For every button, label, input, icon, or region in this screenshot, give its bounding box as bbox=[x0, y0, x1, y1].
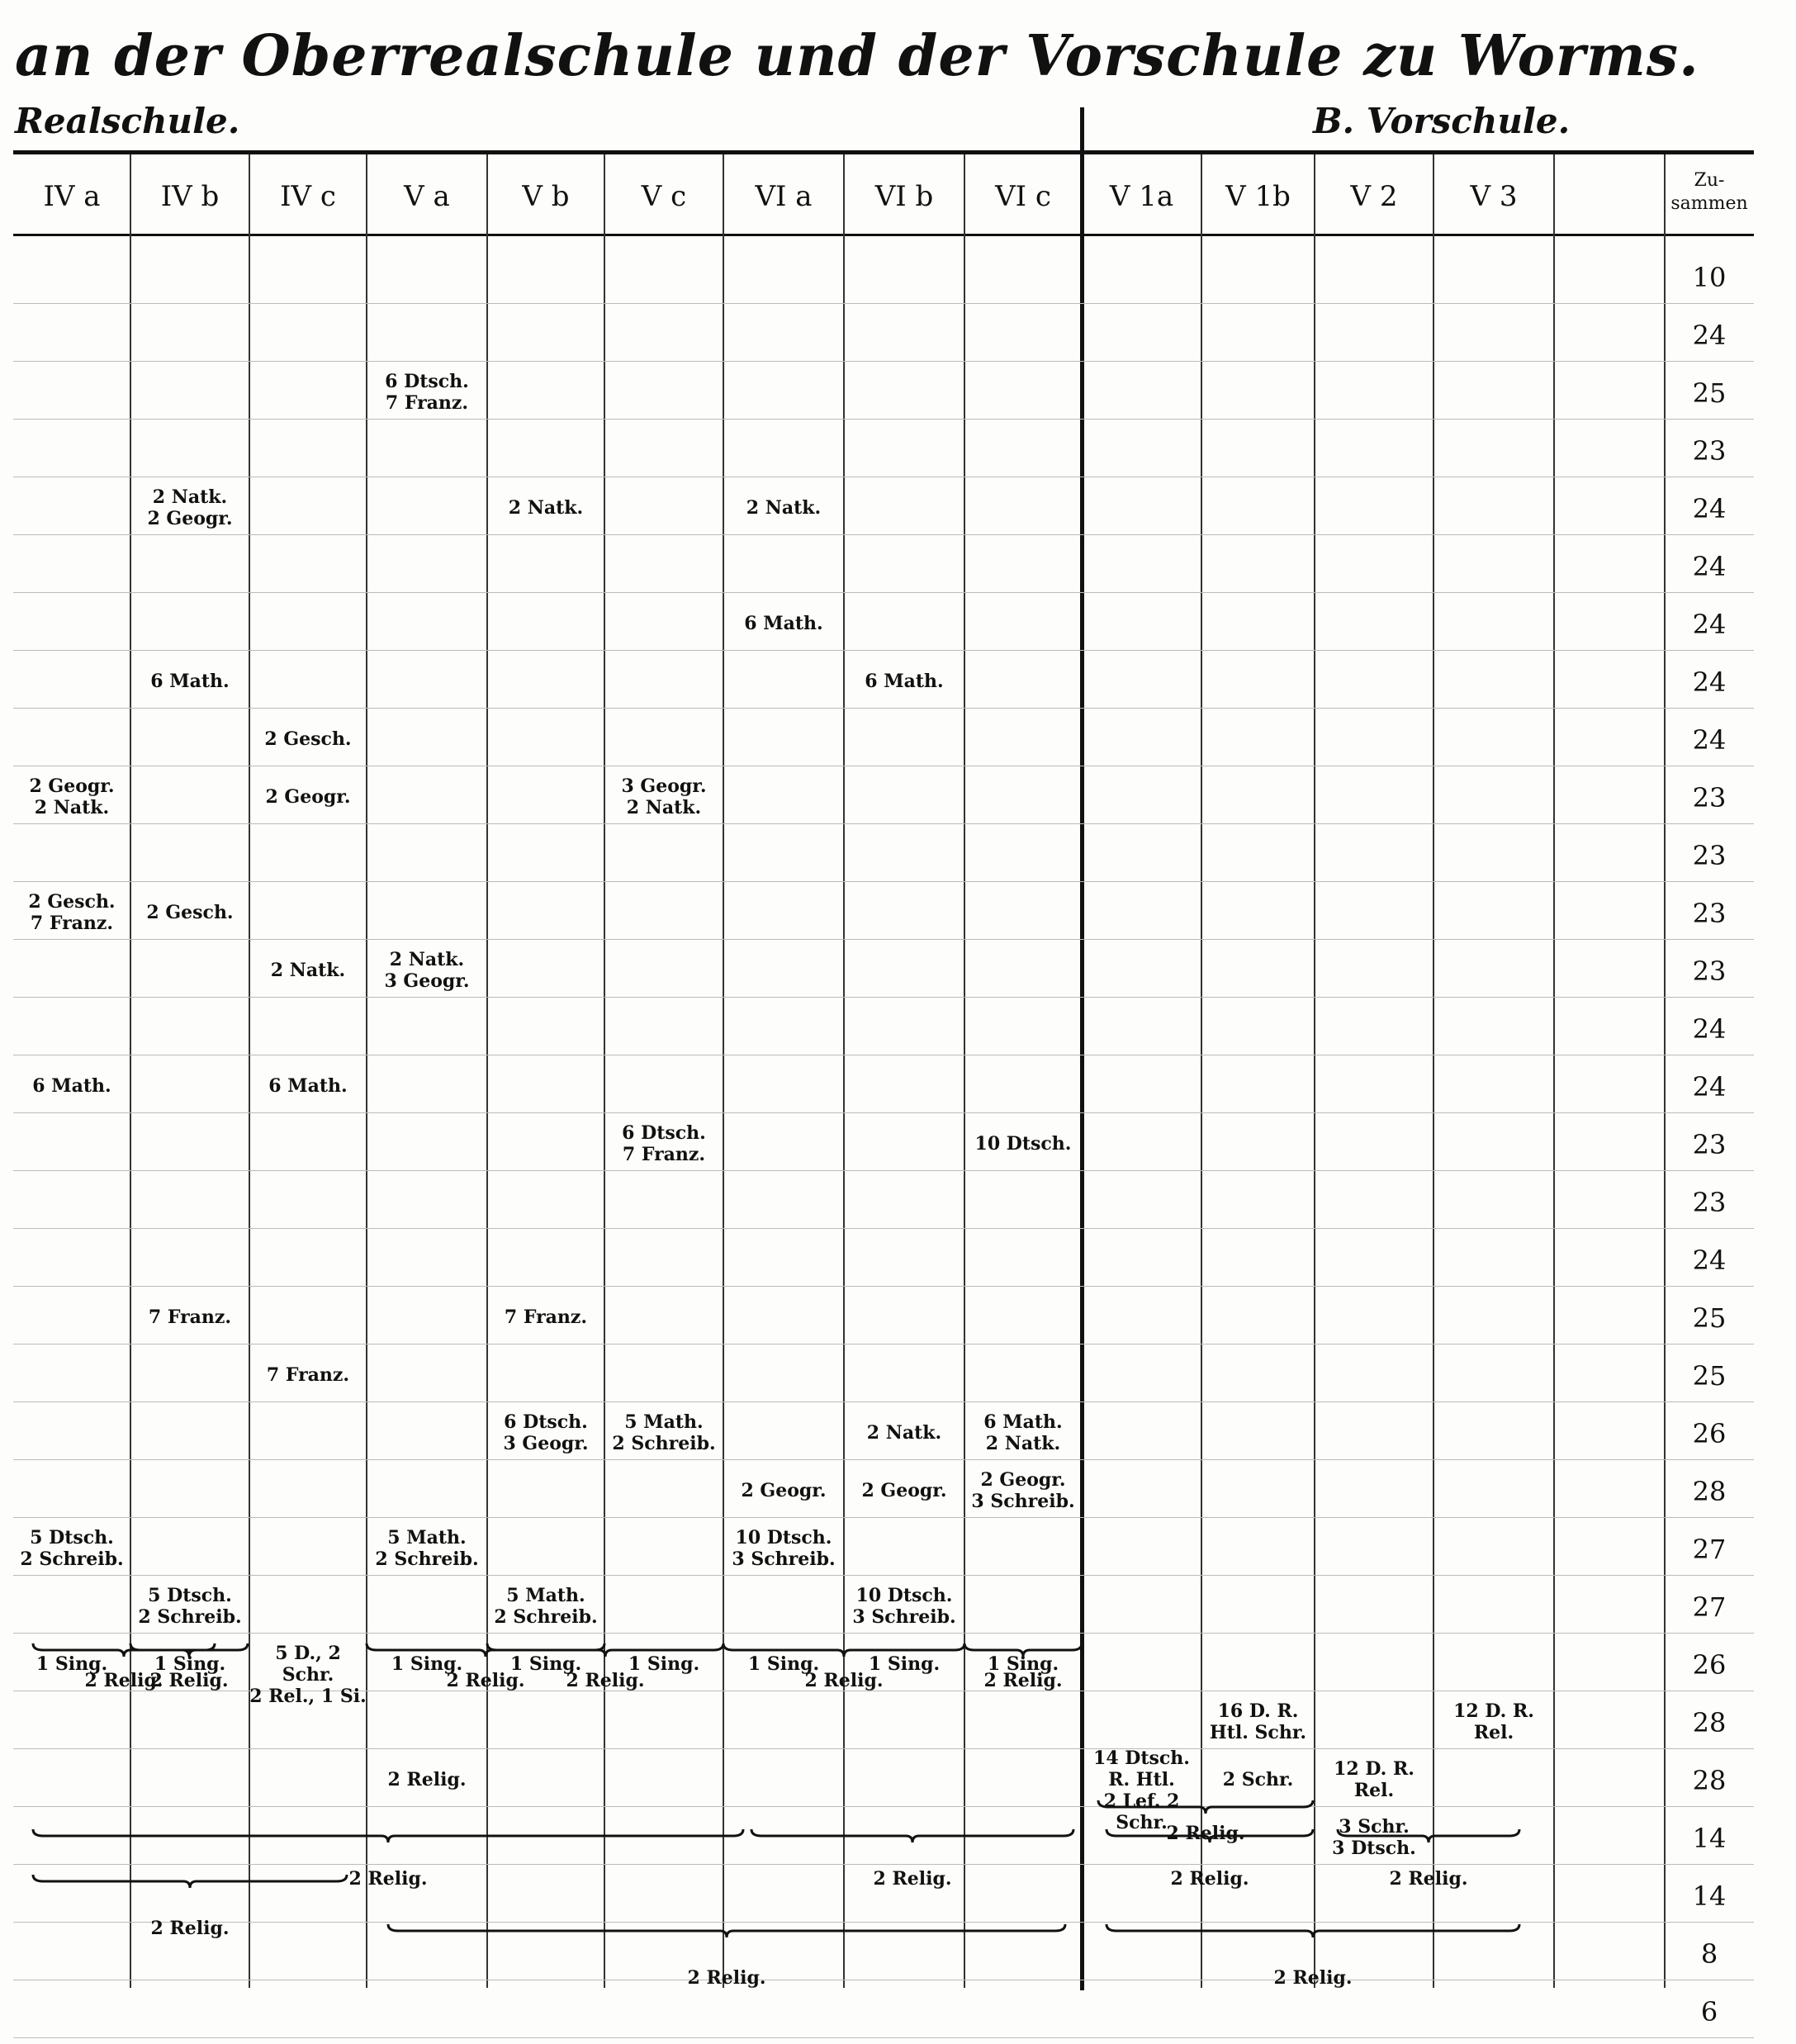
lesson-cell: 6 Math. bbox=[865, 671, 944, 692]
lesson-cell: 10 Dtsch. bbox=[974, 1133, 1072, 1155]
lesson-cell: 2 Natk. bbox=[866, 1422, 942, 1444]
row-total: 23 bbox=[1692, 435, 1727, 467]
lesson-cell: 1 Sing. bbox=[391, 1653, 463, 1675]
lesson-cell: 2 Natk. bbox=[270, 960, 346, 981]
brace-label: 2 Relig. bbox=[1170, 1868, 1249, 1890]
page-title: an der Oberrealschule und der Vorschule zu Worms. bbox=[15, 23, 1699, 89]
lesson-cell: 2 Relig. bbox=[387, 1769, 467, 1790]
row-total: 23 bbox=[1692, 1187, 1727, 1218]
row-total: 28 bbox=[1692, 1476, 1727, 1507]
brace-label: 2 Relig. bbox=[348, 1868, 428, 1890]
brace bbox=[964, 1643, 1082, 1657]
column-header: IV a bbox=[43, 180, 101, 213]
lesson-cell: 2 Natk. bbox=[746, 497, 822, 519]
lesson-cell: 2 Gesch. bbox=[146, 902, 234, 923]
row-total: 24 bbox=[1692, 1071, 1727, 1103]
lesson-cell: 1 Sing. bbox=[628, 1653, 700, 1675]
row-total: 14 bbox=[1692, 1823, 1727, 1854]
lesson-cell: 6 Math. 2 Natk. bbox=[983, 1411, 1063, 1454]
lesson-cell: 2 Gesch. 7 Franz. bbox=[28, 891, 116, 934]
row-total: 23 bbox=[1692, 840, 1727, 871]
row-total: 25 bbox=[1692, 377, 1727, 409]
lesson-cell: 1 Sing. bbox=[36, 1653, 108, 1675]
row-total: 25 bbox=[1692, 1302, 1727, 1334]
lesson-cell: 1 Sing. bbox=[987, 1653, 1059, 1675]
section-vorschule: B. Vorschule. bbox=[1313, 101, 1571, 141]
lesson-cell: 6 Dtsch. 3 Geogr. bbox=[503, 1411, 589, 1454]
brace-label: 2 Relig. bbox=[873, 1868, 952, 1890]
row-total: 24 bbox=[1692, 551, 1727, 582]
brace bbox=[1338, 1829, 1519, 1842]
row-total: 10 bbox=[1692, 262, 1727, 293]
lesson-cell: 6 Math. bbox=[268, 1075, 348, 1097]
lesson-cell: 6 Math. bbox=[32, 1075, 111, 1097]
row-total: 6 bbox=[1700, 1996, 1718, 2027]
lesson-cell: 5 Math. 2 Schreib. bbox=[375, 1527, 479, 1570]
column-header: IV c bbox=[280, 180, 336, 213]
row-total: 23 bbox=[1692, 1129, 1727, 1160]
lesson-cell: 2 Natk. bbox=[508, 497, 584, 519]
row-total: 27 bbox=[1692, 1591, 1727, 1623]
lesson-cell: 10 Dtsch. 3 Schreib. bbox=[732, 1527, 836, 1570]
column-header: V b bbox=[522, 180, 570, 213]
lesson-cell: 14 Dtsch. R. Htl. 2 Lef. 2 Schr. bbox=[1093, 1748, 1190, 1833]
row-total: 24 bbox=[1692, 320, 1727, 351]
column-header: V 3 bbox=[1470, 180, 1518, 213]
column-header: V 1b bbox=[1225, 180, 1291, 213]
lesson-cell: 1 Sing. bbox=[747, 1653, 820, 1675]
row-total: 25 bbox=[1692, 1360, 1727, 1392]
lesson-cell: 2 Geogr. 2 Natk. bbox=[29, 775, 115, 818]
row-total: 24 bbox=[1692, 609, 1727, 640]
brace bbox=[1107, 1924, 1519, 1937]
row-total: 23 bbox=[1692, 898, 1727, 929]
row-total: 8 bbox=[1700, 1938, 1718, 1970]
brace bbox=[33, 1875, 347, 1888]
brace bbox=[33, 1829, 743, 1842]
lesson-cell: 1 Sing. bbox=[868, 1653, 941, 1675]
row-total: 28 bbox=[1692, 1765, 1727, 1796]
brace bbox=[723, 1643, 964, 1657]
brace bbox=[751, 1829, 1073, 1842]
lesson-cell: 5 Dtsch. 2 Schreib. bbox=[138, 1585, 242, 1628]
lesson-cell: 7 Franz. bbox=[504, 1307, 588, 1328]
column-header: VI c bbox=[995, 180, 1051, 213]
lesson-cell: 5 Math. 2 Schreib. bbox=[612, 1411, 716, 1454]
lesson-cell: 2 Schr. bbox=[1222, 1769, 1294, 1790]
lesson-cell: 5 D., 2 Schr. 2 Rel., 1 Si. bbox=[249, 1643, 367, 1707]
lesson-cell: 2 Geogr. 3 Schreib. bbox=[971, 1469, 1075, 1512]
row-total: 26 bbox=[1692, 1649, 1727, 1681]
row-total: 24 bbox=[1692, 666, 1727, 698]
brace-label: 2 Relig. bbox=[149, 1670, 229, 1691]
row-total: 27 bbox=[1692, 1534, 1727, 1565]
lesson-cell: 2 Natk. 3 Geogr. bbox=[384, 949, 470, 992]
lesson-cell: 3 Geogr. 2 Natk. bbox=[621, 775, 707, 818]
row-total: 14 bbox=[1692, 1880, 1727, 1912]
column-header: V 2 bbox=[1350, 180, 1398, 213]
lesson-cell: 12 D. R. Rel. bbox=[1453, 1700, 1534, 1743]
lesson-cell: 7 Franz. bbox=[266, 1364, 350, 1386]
row-total: 28 bbox=[1692, 1707, 1727, 1738]
lesson-cell: 2 Natk. 2 Geogr. bbox=[147, 486, 233, 529]
lesson-cell: 6 Math. bbox=[744, 613, 823, 634]
brace bbox=[1098, 1800, 1313, 1814]
lesson-cell: 2 Geogr. bbox=[265, 786, 351, 808]
row-total: 23 bbox=[1692, 956, 1727, 987]
lesson-cell: 1 Sing. bbox=[154, 1653, 226, 1675]
row-total: 26 bbox=[1692, 1418, 1727, 1449]
brace-label: 2 Relig. bbox=[983, 1670, 1063, 1691]
lesson-cell: 16 D. R. Htl. Schr. bbox=[1209, 1700, 1307, 1743]
brace-label: 2 Relig. bbox=[1389, 1868, 1468, 1890]
lesson-cell: 10 Dtsch. 3 Schreib. bbox=[852, 1585, 956, 1628]
lesson-cell: 6 Dtsch. 7 Franz. bbox=[622, 1122, 706, 1165]
brace-label: 2 Relig. bbox=[84, 1670, 163, 1691]
section-realschule: Realschule. bbox=[15, 101, 240, 141]
lesson-cell: 6 Math. bbox=[150, 671, 230, 692]
lesson-cell: 5 Math. 2 Schreib. bbox=[494, 1585, 598, 1628]
lesson-cell: 2 Geogr. bbox=[741, 1480, 827, 1501]
lesson-cell: 1 Sing. bbox=[509, 1653, 582, 1675]
brace bbox=[388, 1924, 1065, 1937]
lesson-cell: 12 D. R. Rel. bbox=[1334, 1758, 1415, 1801]
column-header: V 1a bbox=[1109, 180, 1174, 213]
lesson-cell: 7 Franz. bbox=[148, 1307, 232, 1328]
column-header: V c bbox=[641, 180, 687, 213]
lesson-cell: 5 Dtsch. 2 Schreib. bbox=[20, 1527, 124, 1570]
brace-label: 2 Relig. bbox=[150, 1918, 230, 1939]
row-total: 24 bbox=[1692, 1245, 1727, 1276]
column-header: VI a bbox=[755, 180, 813, 213]
lesson-cell: 2 Geogr. bbox=[861, 1480, 947, 1501]
brace-label: 2 Relig. bbox=[1166, 1823, 1245, 1844]
column-header: VI b bbox=[874, 180, 934, 213]
lesson-cell: 6 Dtsch. 7 Franz. bbox=[385, 371, 469, 414]
column-header: IV b bbox=[160, 180, 220, 213]
total-header: Zu- sammen bbox=[1670, 170, 1748, 214]
row-total: 24 bbox=[1692, 493, 1727, 524]
column-header: V a bbox=[404, 180, 450, 213]
row-total: 24 bbox=[1692, 724, 1727, 756]
brace-label: 2 Relig. bbox=[446, 1670, 525, 1691]
brace-label: 2 Relig. bbox=[804, 1670, 884, 1691]
lesson-cell: 3 Schr. 3 Dtsch. bbox=[1332, 1816, 1416, 1859]
row-total: 23 bbox=[1692, 782, 1727, 813]
brace-label: 2 Relig. bbox=[687, 1967, 766, 1989]
brace-label: 2 Relig. bbox=[566, 1670, 645, 1691]
row-total: 24 bbox=[1692, 1013, 1727, 1045]
brace-label: 2 Relig. bbox=[1273, 1967, 1353, 1989]
lesson-cell: 2 Gesch. bbox=[264, 728, 352, 750]
